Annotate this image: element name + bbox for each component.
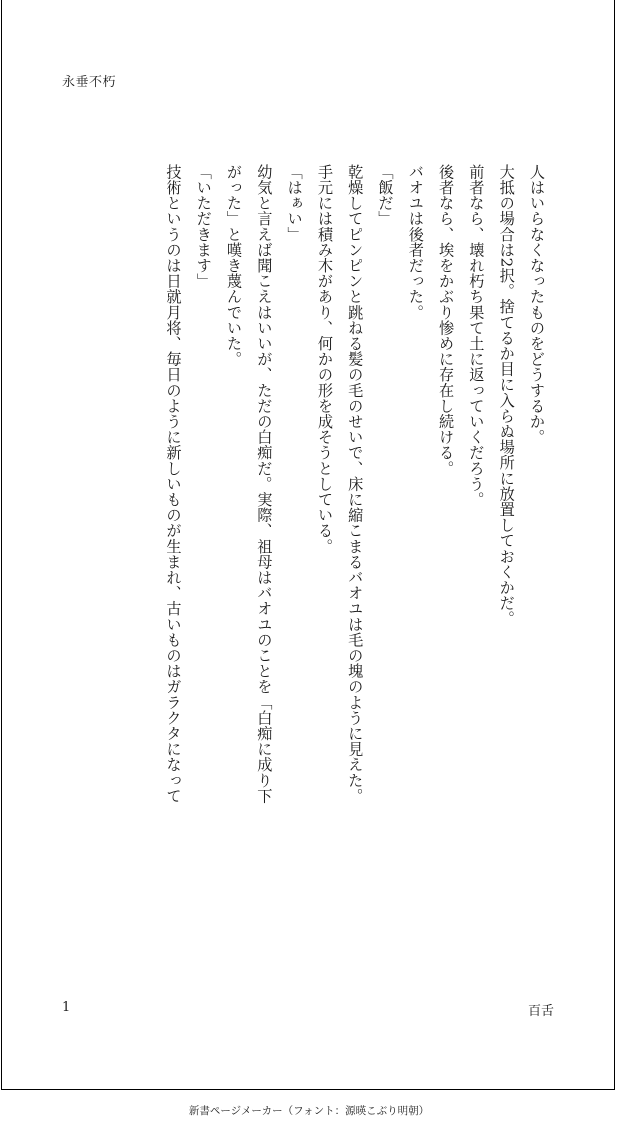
text-line: がった」と嘆き蔑んでいた。 bbox=[225, 164, 244, 367]
text-line: バオユは後者だった。 bbox=[406, 164, 425, 320]
text-line: 人はいらなくなったものをどうするか。 bbox=[528, 164, 546, 445]
text-line: 技術というのは日就月将、毎日のように新しいものが生まれ、古いものはガラクタになって bbox=[164, 164, 183, 804]
text-line: 「はぁい」 bbox=[285, 164, 304, 242]
author-name: 百舌 bbox=[527, 1004, 554, 1019]
page-frame bbox=[1, 0, 615, 1090]
page-number: 1 bbox=[62, 1000, 71, 1015]
text-line: 後者なら、埃をかぶり惨めに存在し続ける。 bbox=[437, 164, 456, 476]
text-line: 前者なら、壊れ朽ち果て土に返っていくだろう。 bbox=[467, 164, 486, 508]
text-line: 「いただきます」 bbox=[194, 164, 213, 289]
text-line: 乾燥してピンピンと跳ねる髪の毛のせいで、床に縮こまるバオユは毛の塊のように見えた。 bbox=[346, 164, 365, 804]
header-title: 永垂不朽 bbox=[62, 75, 117, 90]
text-line: 大抵の場合は2択。捨てるか目に入らぬ場所に放置しておくかだ。 bbox=[497, 164, 516, 627]
generator-caption: 新書ページメーカー（フォント：源暎こぶり明朝） bbox=[188, 1105, 430, 1117]
body-text bbox=[158, 164, 552, 924]
text-line: 手元には積み木があり、何かの形を成そうとしている。 bbox=[315, 164, 334, 554]
text-line: 幼気と言えば聞こえはいいが、ただの白痴だ。実際、祖母はバオユのことを「白痴に成り下 bbox=[255, 164, 274, 804]
text-line: 「飯だ」 bbox=[376, 164, 395, 227]
